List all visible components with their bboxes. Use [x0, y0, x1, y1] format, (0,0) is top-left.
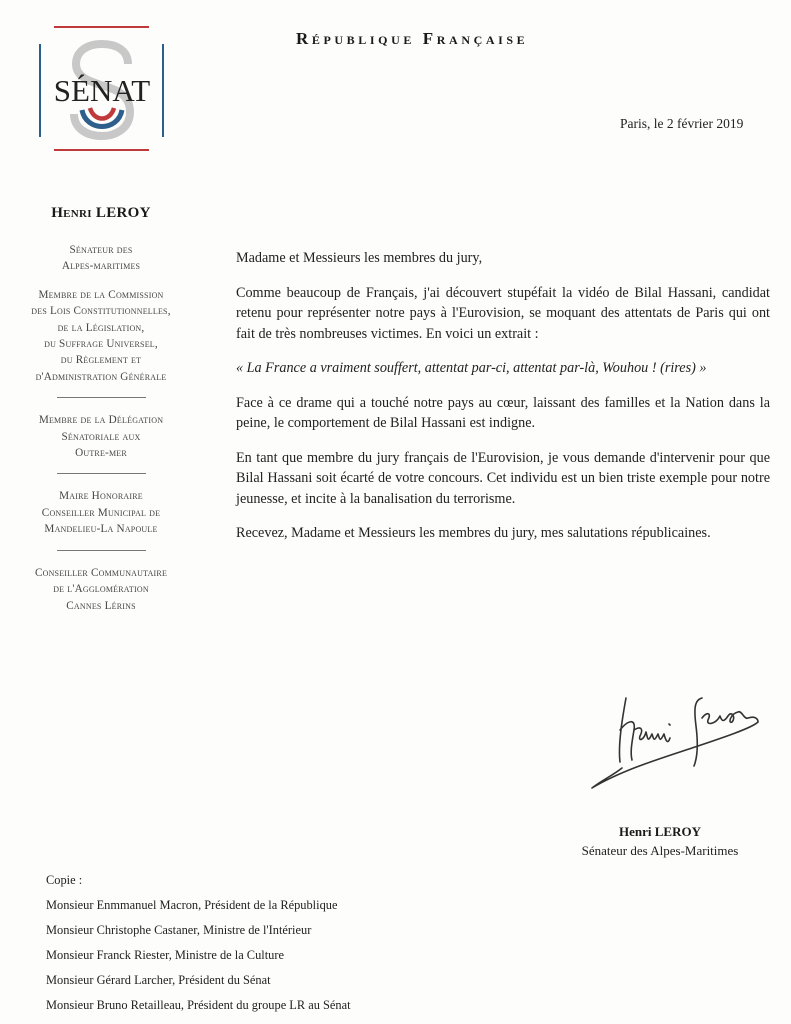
signer-title: Sénateur des Alpes-Maritimes: [581, 843, 739, 858]
copy-recipient: Monsieur Enmmanuel Macron, Président de la République: [46, 898, 338, 912]
sidebar-divider: [57, 473, 146, 474]
sidebar-block-commission: [0, 287, 202, 385]
sidebar-line: du Suffrage Universel,: [44, 338, 158, 351]
letter-quote: « La France a vraiment souffert, attentat par-ci, attentat par-là, Wouhou ! (rires) »: [236, 360, 707, 376]
sidebar-line: Sénateur des: [69, 244, 133, 256]
sidebar-line: Mandelieu-La Napoule: [44, 523, 158, 536]
sidebar-line: Membre de la Commission: [38, 288, 164, 301]
copy-recipient: Monsieur Christophe Castaner, Ministre de l'Intérieur: [46, 923, 312, 937]
sidebar-line: Conseiller Municipal de: [41, 506, 161, 519]
republique-francaise-heading: République Française: [296, 29, 529, 48]
sidebar-spacer: [0, 275, 202, 287]
sidebar-line: des Lois Constitutionnelles,: [31, 305, 171, 318]
signer-name: Henri LEROY: [619, 824, 701, 839]
logo-text: SÉNAT: [53, 73, 151, 108]
sidebar-line: Outre-mer: [75, 447, 127, 460]
sidebar-line: Maire Honoraire: [59, 490, 143, 503]
letter-closing: Recevez, Madame et Messieurs les membres du jury, mes salutations républicaines.: [236, 525, 711, 541]
letter-paragraph: Face à ce drame qui a touché notre pays au cœur, laissant des familles et la Nation dans la peine, le comportement de Bilal Hassani est indigne.: [236, 394, 770, 431]
sidebar-block-delegation: [0, 412, 202, 461]
senat-logo: [36, 22, 168, 156]
sidebar-line: Sénatoriale aux: [61, 430, 141, 443]
sender-name: Henri LEROY: [51, 205, 151, 221]
sidebar-line: d'Administration Générale: [35, 370, 167, 383]
logo-red-arc: [90, 108, 114, 119]
handwritten-signature: [582, 690, 762, 800]
copy-recipient: Monsieur Gérard Larcher, Président du Sénat: [46, 973, 271, 987]
sidebar-block-senator: [0, 242, 202, 275]
sidebar-line: du Règlement et: [60, 354, 142, 367]
signature-graphic: [582, 690, 762, 800]
signer-block: [560, 824, 760, 859]
sender-sidebar: [0, 205, 202, 614]
sidebar-divider: [57, 550, 146, 551]
copies-list: [46, 872, 351, 1022]
letter-paragraph: En tant que membre du jury français de l'Eurovision, je vous demande d'intervenir pour que Bilal Hassani soit écarté de votre concours. Cet individu est un bien triste exemple pour notre jeunesse, et incite à la banalisation du terrorisme.: [236, 449, 770, 507]
sidebar-line: Membre de la Délégation: [38, 414, 164, 427]
letter-paragraph: Comme beaucoup de Français, j'ai découvert stupéfait la vidéo de Bilal Hassani, candidat retenu pour représenter notre pays à l'Eurovision, se moquant des attentats de Paris qui ont fait de très nombreuses victimes. En voici un extrait :: [236, 284, 770, 342]
letter-salutation: Madame et Messieurs les membres du jury,: [236, 250, 483, 266]
sidebar-line: Alpes-maritimes: [61, 260, 141, 273]
letter-body: [236, 248, 770, 558]
copy-recipient: Monsieur Bruno Retailleau, Président du groupe LR au Sénat: [46, 998, 351, 1012]
sidebar-block-mayor: [0, 488, 202, 537]
sidebar-divider: [57, 397, 146, 398]
sidebar-line: de l'Agglomération: [53, 583, 149, 596]
senat-logo-graphic: [36, 22, 168, 156]
sidebar-line: de la Législation,: [57, 321, 145, 334]
sidebar-line: Cannes Lérins: [66, 599, 136, 612]
sidebar-line: Conseiller Communautaire: [34, 566, 168, 579]
sidebar-block-agglomeration: [0, 565, 202, 614]
copies-label: Copie :: [46, 873, 83, 887]
letter-date: Paris, le 2 février 2019: [620, 116, 744, 131]
copy-recipient: Monsieur Franck Riester, Ministre de la Culture: [46, 948, 284, 962]
